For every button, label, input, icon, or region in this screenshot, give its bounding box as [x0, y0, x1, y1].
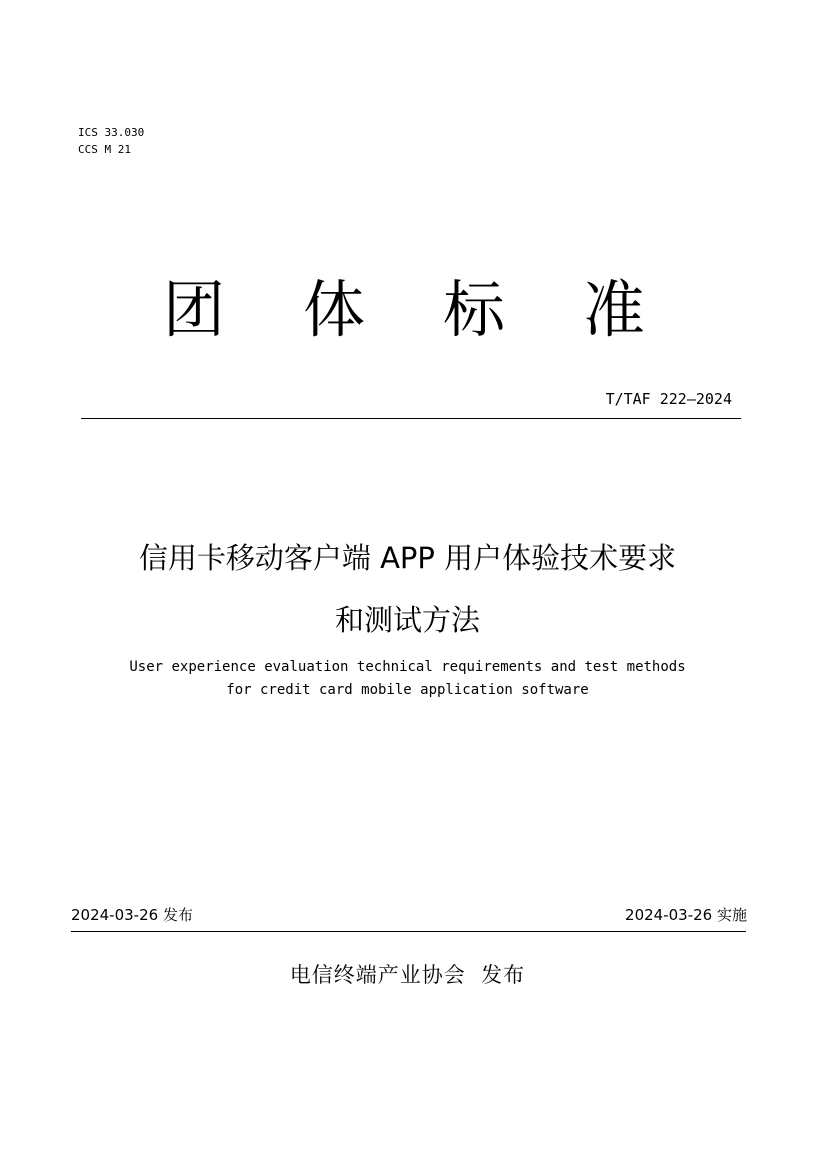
standard-type-char: 体 [303, 273, 366, 346]
english-title [0, 656, 815, 702]
chinese-title-line: 信用卡移动客户端 APP 用户体验技术要求 [138, 541, 677, 575]
standard-type-char: 准 [583, 273, 646, 346]
standard-code: T/TAF 222—2024 [605, 390, 732, 408]
implementation-date: 2024-03-26 实施 [625, 906, 747, 924]
standard-type-heading [0, 270, 815, 350]
standard-type-char: 标 [443, 273, 506, 346]
chinese-title-line: 和测试方法 [334, 603, 480, 637]
ccs-code: CCS M 21 [78, 143, 131, 156]
english-title-line: for credit card mobile application software [226, 682, 589, 698]
publisher: 电信终端产业协会 发布 [289, 963, 526, 987]
english-title-line: User experience evaluation technical requirements and test methods [129, 659, 686, 675]
chinese-title [0, 527, 815, 651]
issue-date: 2024-03-26 发布 [71, 906, 193, 924]
header-divider [81, 418, 741, 419]
footer-divider [71, 931, 746, 932]
ics-code: ICS 33.030 [78, 126, 145, 139]
standard-type-char: 团 [163, 273, 226, 346]
classification-codes [78, 124, 144, 158]
